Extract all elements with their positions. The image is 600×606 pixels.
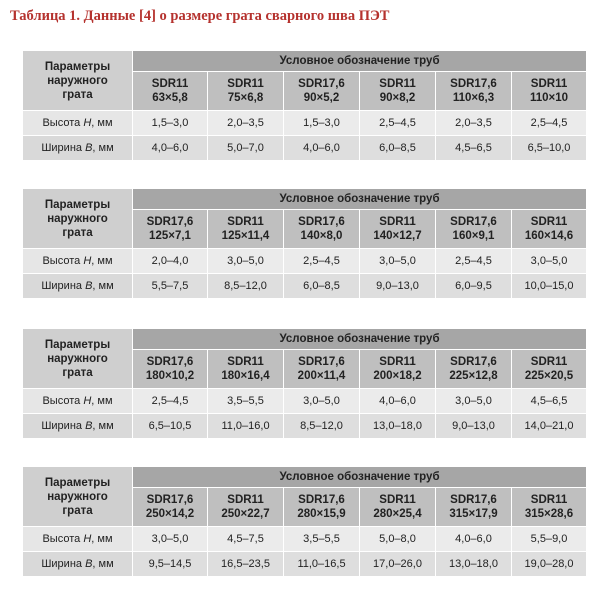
weld-flash-table-4 bbox=[22, 466, 587, 577]
header-row bbox=[23, 51, 587, 72]
label-text: Ширина bbox=[41, 280, 86, 292]
pipe-sdr: SDR11 bbox=[379, 356, 416, 368]
pipe-header-cell bbox=[512, 72, 587, 111]
height-value-cell: 4,0–6,0 bbox=[436, 527, 512, 552]
parameters-header bbox=[23, 467, 133, 527]
height-value-cell: 3,0–5,0 bbox=[436, 389, 512, 414]
pipe-header-cell bbox=[436, 210, 512, 249]
parameters-header bbox=[23, 189, 133, 249]
label-variable: B bbox=[85, 280, 93, 292]
pipe-size: 160×9,1 bbox=[452, 230, 495, 242]
width-value-cell: 10,0–15,0 bbox=[512, 274, 587, 299]
pipe-sdr: SDR17,6 bbox=[146, 216, 194, 228]
pipe-header-cell bbox=[208, 488, 284, 527]
height-value-cell: 3,5–5,5 bbox=[208, 389, 284, 414]
height-value-cell: 2,5–4,5 bbox=[360, 111, 436, 136]
pipe-header-cell bbox=[436, 72, 512, 111]
label-unit: , мм bbox=[91, 255, 113, 267]
pipe-header-cell bbox=[208, 72, 284, 111]
pipe-sdr: SDR11 bbox=[530, 494, 568, 506]
height-value-cell: 1,5–3,0 bbox=[284, 111, 360, 136]
width-value-cell: 17,0–26,0 bbox=[360, 552, 436, 577]
height-label bbox=[23, 389, 133, 414]
pipe-header-cell bbox=[512, 210, 587, 249]
height-value-cell: 2,0–3,5 bbox=[208, 111, 284, 136]
height-value-cell: 2,5–4,5 bbox=[284, 249, 360, 274]
height-value-cell: 2,5–4,5 bbox=[436, 249, 512, 274]
pipe-size: 250×14,2 bbox=[145, 508, 195, 520]
width-value-cell: 8,5–12,0 bbox=[208, 274, 284, 299]
pipe-size: 180×10,2 bbox=[145, 370, 195, 382]
parameters-header-line: Параметры bbox=[44, 60, 111, 73]
pipe-size: 200×18,2 bbox=[373, 370, 422, 382]
weld-flash-table-2 bbox=[22, 188, 587, 299]
pipe-sdr: SDR11 bbox=[227, 356, 264, 368]
pipe-size: 250×22,7 bbox=[221, 508, 270, 520]
width-value-cell: 13,0–18,0 bbox=[360, 414, 436, 439]
width-value-cell: 13,0–18,0 bbox=[436, 552, 512, 577]
pipe-sdr: SDR17,6 bbox=[450, 356, 497, 368]
pipe-designation-header: Условное обозначение труб bbox=[133, 467, 587, 488]
height-value-cell: 2,0–4,0 bbox=[133, 249, 208, 274]
height-value-cell: 2,5–4,5 bbox=[512, 111, 587, 136]
width-value-cell: 6,0–9,5 bbox=[436, 274, 512, 299]
pipe-header-cell bbox=[512, 488, 587, 527]
pipe-sdr: SDR17,6 bbox=[298, 494, 345, 506]
parameters-header-line: грата bbox=[62, 366, 93, 379]
label-unit: , мм bbox=[91, 533, 113, 545]
pipe-header-cell bbox=[360, 350, 436, 389]
width-label bbox=[23, 136, 133, 161]
pipe-sdr: SDR11 bbox=[530, 216, 568, 228]
width-value-cell: 19,0–28,0 bbox=[512, 552, 587, 577]
pipe-size: 125×11,4 bbox=[221, 230, 270, 242]
width-row bbox=[23, 552, 587, 577]
width-value-cell: 5,0–7,0 bbox=[208, 136, 284, 161]
pipe-sdr: SDR17,6 bbox=[146, 356, 194, 368]
pipe-sdr: SDR17,6 bbox=[298, 356, 345, 368]
height-value-cell: 2,0–3,5 bbox=[436, 111, 512, 136]
pipe-header-cell bbox=[284, 72, 360, 111]
width-value-cell: 9,0–13,0 bbox=[360, 274, 436, 299]
pipe-sdr: SDR11 bbox=[379, 216, 416, 228]
weld-flash-table-1 bbox=[22, 50, 587, 161]
pipe-header-cell bbox=[284, 350, 360, 389]
pipe-size: 125×7,1 bbox=[149, 230, 191, 242]
pipe-size: 90×5,2 bbox=[303, 92, 340, 104]
height-value-cell: 3,0–5,0 bbox=[512, 249, 587, 274]
label-unit: , мм bbox=[92, 280, 114, 292]
parameters-header bbox=[23, 51, 133, 111]
pipe-sdr: SDR11 bbox=[151, 78, 189, 90]
pipe-header-cell bbox=[360, 488, 436, 527]
width-value-cell: 16,5–23,5 bbox=[208, 552, 284, 577]
parameters-header bbox=[23, 329, 133, 389]
width-row bbox=[23, 414, 587, 439]
width-value-cell: 8,5–12,0 bbox=[284, 414, 360, 439]
label-variable: H bbox=[83, 533, 92, 545]
height-value-cell: 3,0–5,0 bbox=[208, 249, 284, 274]
height-value-cell: 4,0–6,0 bbox=[360, 389, 436, 414]
pipe-size: 75×6,8 bbox=[227, 92, 264, 104]
pipe-sdr: SDR11 bbox=[227, 494, 264, 506]
width-value-cell: 11,0–16,5 bbox=[284, 552, 360, 577]
pipe-size: 110×6,3 bbox=[452, 92, 495, 104]
pipe-header-cell bbox=[360, 210, 436, 249]
pipe-header-cell bbox=[133, 350, 208, 389]
pipe-designation-header: Условное обозначение труб bbox=[133, 51, 587, 72]
width-value-cell: 6,5–10,5 bbox=[133, 414, 208, 439]
pipe-sdr: SDR11 bbox=[530, 356, 568, 368]
pipe-header-cell bbox=[133, 488, 208, 527]
pipe-size: 315×28,6 bbox=[524, 508, 574, 520]
pipe-header-cell bbox=[436, 350, 512, 389]
height-label bbox=[23, 111, 133, 136]
width-value-cell: 6,0–8,5 bbox=[284, 274, 360, 299]
width-value-cell: 5,5–7,5 bbox=[133, 274, 208, 299]
height-value-cell: 3,5–5,5 bbox=[284, 527, 360, 552]
weld-flash-table-3 bbox=[22, 328, 587, 439]
pipe-designation-header: Условное обозначение труб bbox=[133, 189, 587, 210]
parameters-header-line: грата bbox=[62, 504, 93, 517]
height-value-cell: 1,5–3,0 bbox=[133, 111, 208, 136]
pipe-header-cell bbox=[208, 350, 284, 389]
pipe-header-cell bbox=[133, 210, 208, 249]
pipe-sdr: SDR17,6 bbox=[450, 78, 497, 90]
width-label bbox=[23, 552, 133, 577]
pipe-header-cell bbox=[360, 72, 436, 111]
parameters-header-line: наружного bbox=[47, 490, 108, 503]
header-row bbox=[23, 467, 587, 488]
height-row bbox=[23, 527, 587, 552]
parameters-header-line: Параметры bbox=[44, 338, 111, 351]
label-text: Ширина bbox=[41, 558, 86, 570]
label-variable: B bbox=[85, 142, 93, 154]
width-value-cell: 11,0–16,0 bbox=[208, 414, 284, 439]
pipe-designation-header: Условное обозначение труб bbox=[133, 329, 587, 350]
pipe-header-cell bbox=[133, 72, 208, 111]
height-value-cell: 5,5–9,0 bbox=[512, 527, 587, 552]
pipe-sdr: SDR11 bbox=[227, 78, 264, 90]
pipe-size: 140×12,7 bbox=[373, 230, 422, 242]
label-text: Ширина bbox=[41, 142, 86, 154]
width-label bbox=[23, 414, 133, 439]
width-value-cell: 6,0–8,5 bbox=[360, 136, 436, 161]
parameters-header-line: наружного bbox=[47, 352, 108, 365]
height-value-cell: 5,0–8,0 bbox=[360, 527, 436, 552]
label-unit: , мм bbox=[91, 395, 113, 407]
parameters-header-line: наружного bbox=[47, 212, 108, 225]
width-row bbox=[23, 136, 587, 161]
label-variable: H bbox=[83, 395, 92, 407]
pipe-sdr: SDR17,6 bbox=[450, 216, 497, 228]
parameters-header-line: наружного bbox=[47, 74, 108, 87]
pipe-header-cell bbox=[284, 210, 360, 249]
pipe-size: 225×12,8 bbox=[449, 370, 498, 382]
label-variable: H bbox=[83, 117, 92, 129]
label-variable: B bbox=[85, 558, 93, 570]
height-row bbox=[23, 389, 587, 414]
pipe-size: 280×15,9 bbox=[297, 508, 346, 520]
width-value-cell: 9,5–14,5 bbox=[133, 552, 208, 577]
table-caption: Таблица 1. Данные [4] о размере грата сварного шва ПЭТ bbox=[10, 8, 390, 24]
height-row bbox=[23, 111, 587, 136]
label-unit: , мм bbox=[92, 558, 114, 570]
width-value-cell: 4,5–6,5 bbox=[436, 136, 512, 161]
height-value-cell: 4,5–7,5 bbox=[208, 527, 284, 552]
label-text: Ширина bbox=[41, 420, 86, 432]
label-unit: , мм bbox=[92, 142, 114, 154]
label-text: Высота bbox=[42, 117, 84, 129]
height-row bbox=[23, 249, 587, 274]
pipe-size: 225×20,5 bbox=[524, 370, 574, 382]
height-value-cell: 3,0–5,0 bbox=[133, 527, 208, 552]
width-row bbox=[23, 274, 587, 299]
pipe-size: 140×8,0 bbox=[300, 230, 343, 242]
pipe-sdr: SDR17,6 bbox=[298, 216, 345, 228]
width-value-cell: 4,0–6,0 bbox=[284, 136, 360, 161]
pipe-sdr: SDR11 bbox=[379, 494, 416, 506]
height-value-cell: 3,0–5,0 bbox=[360, 249, 436, 274]
pipe-sdr: SDR17,6 bbox=[146, 494, 194, 506]
label-variable: H bbox=[83, 255, 92, 267]
label-text: Высота bbox=[42, 533, 84, 545]
height-value-cell: 3,0–5,0 bbox=[284, 389, 360, 414]
header-row bbox=[23, 189, 587, 210]
pipe-sdr: SDR11 bbox=[227, 216, 264, 228]
pipe-header-cell bbox=[208, 210, 284, 249]
label-unit: , мм bbox=[91, 117, 113, 129]
pipe-size: 180×16,4 bbox=[221, 370, 270, 382]
height-value-cell: 2,5–4,5 bbox=[133, 389, 208, 414]
pipe-sdr: SDR11 bbox=[379, 78, 416, 90]
label-variable: B bbox=[85, 420, 93, 432]
width-value-cell: 9,0–13,0 bbox=[436, 414, 512, 439]
pipe-size: 90×8,2 bbox=[379, 92, 416, 104]
pipe-size: 200×11,4 bbox=[297, 370, 346, 382]
width-value-cell: 6,5–10,0 bbox=[512, 136, 587, 161]
height-label bbox=[23, 527, 133, 552]
label-text: Высота bbox=[42, 255, 84, 267]
parameters-header-line: Параметры bbox=[44, 198, 111, 211]
parameters-header-line: Параметры bbox=[44, 476, 111, 489]
width-value-cell: 14,0–21,0 bbox=[512, 414, 587, 439]
pipe-header-cell bbox=[284, 488, 360, 527]
pipe-header-cell bbox=[512, 350, 587, 389]
pipe-size: 280×25,4 bbox=[373, 508, 422, 520]
label-unit: , мм bbox=[92, 420, 114, 432]
pipe-sdr: SDR17,6 bbox=[450, 494, 497, 506]
pipe-size: 63×5,8 bbox=[152, 92, 188, 104]
height-value-cell: 4,5–6,5 bbox=[512, 389, 587, 414]
height-label bbox=[23, 249, 133, 274]
width-value-cell: 4,0–6,0 bbox=[133, 136, 208, 161]
parameters-header-line: грата bbox=[62, 88, 93, 101]
pipe-size: 110×10 bbox=[529, 92, 569, 104]
width-label bbox=[23, 274, 133, 299]
pipe-size: 315×17,9 bbox=[449, 508, 498, 520]
pipe-header-cell bbox=[436, 488, 512, 527]
parameters-header-line: грата bbox=[62, 226, 93, 239]
pipe-sdr: SDR17,6 bbox=[298, 78, 345, 90]
pipe-size: 160×14,6 bbox=[524, 230, 574, 242]
label-text: Высота bbox=[42, 395, 84, 407]
header-row bbox=[23, 329, 587, 350]
pipe-sdr: SDR11 bbox=[530, 78, 568, 90]
